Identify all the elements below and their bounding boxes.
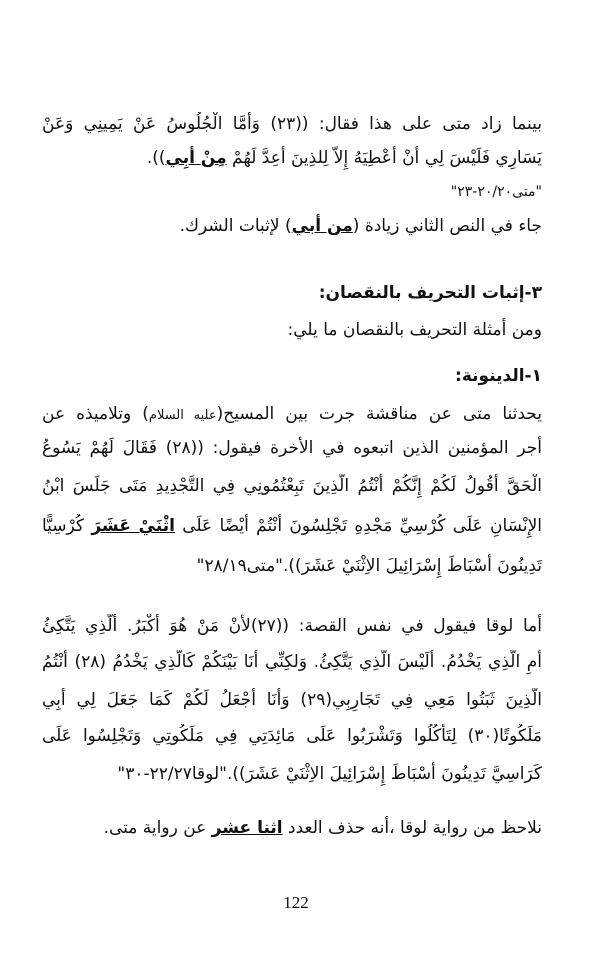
paragraph-line: أَمِ الَّذِي يَخْدُمُ. أَلَيْسَ الَّذِي يَتَّكِئُ. وَلكِنِّي أَنَا بَيْنَكُمْ كَالَّذِي يَخْدُمُ (٢٨) أَنْتُمُ	[42, 652, 542, 672]
paragraph-line: الَّذِينَ ثَبَتُوا مَعِي فِي تَجَارِبِي(٢٩) وَأَنَا أَجْعَلُ لَكُمْ كَمَا جَعَلَ لِي أَبِي	[42, 690, 542, 710]
paragraph-line: بينما زاد متى على هذا فقال: ((٢٣) وَأَمَّا الْجُلُوسُ عَنْ يَمِينِي وَعَنْ	[42, 114, 542, 134]
text-segment: )).	[146, 148, 166, 168]
text-segment: ) وتلاميذه عن	[42, 404, 149, 424]
text-segment: كُرْسِيًّا	[42, 516, 92, 536]
text-segment: عن رواية متى.	[103, 818, 212, 838]
text-segment: يحدثنا متى عن مناقشة جرت بين المسيح(	[216, 404, 542, 424]
underlined-phrase: مِنْ أَبِي	[165, 148, 227, 168]
page-number: 122	[283, 893, 309, 912]
paragraph-line	[42, 214, 542, 242]
section-heading: ٣-إثبات التحريف بالنقصان:	[318, 283, 542, 303]
paragraph-line: مَلَكُوتًا(٣٠) لِتَأْكُلُوا وَتَشْرَبُوا عَلَى مَائِدَتِي فِي مَلَكُوتِي وَتَجْلِسُوا عَلَى	[42, 726, 542, 746]
paragraph-line: تَدِينُونَ أَسْبَاطَ إِسْرَائِيلَ الاِثْنَيْ عَشَرَ))."متى٢٨/١٩"	[196, 556, 542, 576]
text-segment: الإِنْسَانِ عَلَى كُرْسِيِّ مَجْدِهِ تَجْلِسُونَ أَنْتُمْ أَيْضًا عَلَى	[174, 516, 542, 536]
text-segment: جاء في النص الثاني زيادة (	[352, 216, 542, 236]
paragraph-line	[42, 816, 542, 844]
verse-reference: "متى٢٠/٢٠-٢٣"	[450, 184, 542, 200]
paragraph-line: أما لوقا فيقول في نفس القصة: ((٢٧)لأَنْ مَنْ هُوَ أَكْبَرُ. أَلَّذِي يَتَّكِئُ	[42, 616, 542, 636]
paragraph-line	[42, 514, 542, 542]
underlined-phrase: من أبي	[291, 216, 353, 236]
subsection-heading: ١-الدينونة:	[455, 366, 542, 386]
paragraph-line: كَرَاسِيَّ تَدِينُونَ أَسْبَاطَ إِسْرَائِيلَ الاِثْنَيْ عَشَرَ))."لوقا٢٢/٢٧-٣٠"	[117, 764, 542, 784]
paragraph-line	[42, 402, 542, 430]
text-segment: يَسَارِي فَلَيْسَ لِي أَنْ أُعْطِيَهُ إِلاَّ لِلذِينَ أُعِدَّ لَهُمْ	[226, 148, 542, 168]
underlined-phrase: اثْنَيْ عَشَرَ	[91, 516, 175, 536]
text-segment: نلاحظ من رواية لوقا ،أنه حذف العدد	[282, 818, 542, 838]
paragraph-line: ومن أمثلة التحريف بالنقصان ما يلي:	[287, 320, 542, 340]
honorific: عليه السلام	[148, 408, 217, 423]
underlined-phrase: اثنا عشر	[211, 818, 283, 838]
paragraph-line: أجر المؤمنين الذين اتبعوه في الأخرة فيقول: ((٢٨) فَقَالَ لَهُمْ يَسُوعُ	[42, 438, 542, 458]
paragraph-line	[42, 146, 542, 174]
text-segment: ) لإثبات الشرك.	[179, 216, 292, 236]
paragraph-line: الْحَقَّ أَقُولُ لَكُمْ إِنَّكُمْ أَنْتُمُ الَّذِينَ تَبِعْتُمُونِي فِي التَّجْدِيدِ مَتَى جَلَسَ ابْنُ	[42, 476, 542, 496]
